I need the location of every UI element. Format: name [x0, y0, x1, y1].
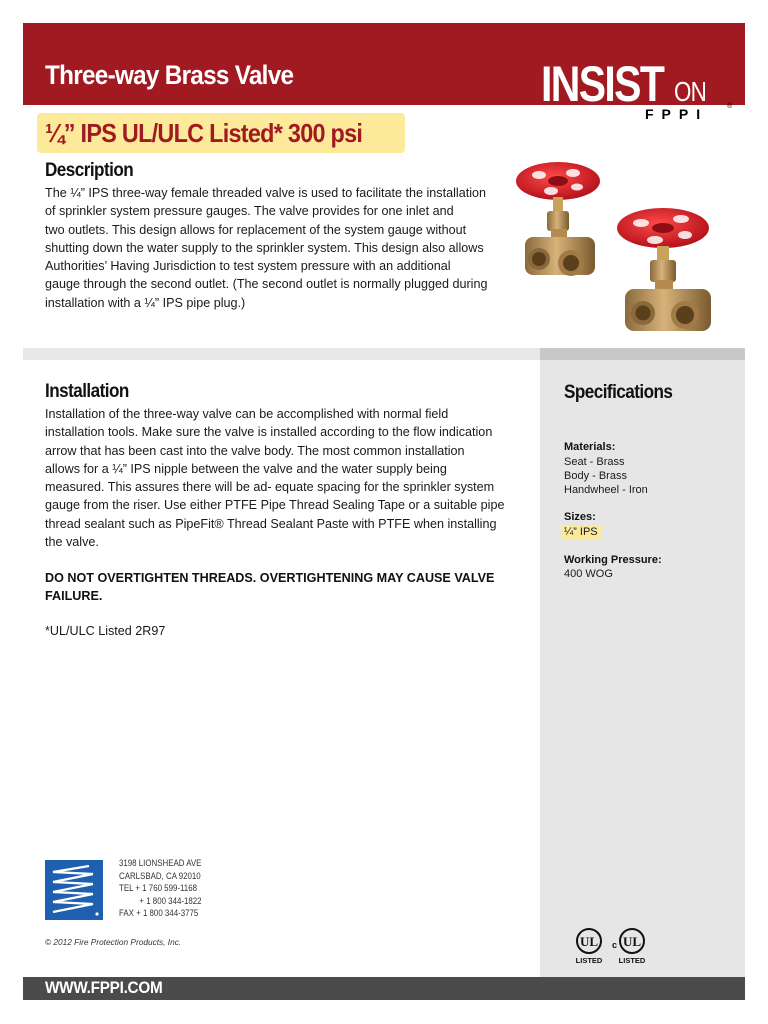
ul-listed-mark — [576, 929, 603, 965]
installation-line: allows for a ¼” IPS nipple between the valve and the water supply being — [45, 461, 447, 476]
ul-mark-text: UL — [579, 934, 599, 949]
installation-line: gauge from the riser. Use either PTFE Pipe Thread Sealing Tape or a suitable pipe — [45, 498, 505, 513]
specifications-heading: Specifications — [564, 382, 673, 403]
cul-listed-mark — [612, 929, 646, 965]
description-line: Authorities’ Having Jurisdiction to test system pressure with an additional — [45, 259, 451, 274]
address-line: TEL + 1 760 599-1168 — [119, 883, 197, 894]
section-divider-band — [23, 348, 540, 360]
description-line: installation with a ¼” IPS pipe plug.) — [45, 295, 246, 310]
address-line: + 1 800 344-1822 — [139, 895, 202, 906]
description-line: of sprinkler system pressure gauges. The valve provides for one inlet and — [45, 204, 454, 219]
material-item: Handwheel - Iron — [564, 484, 648, 496]
material-item: Seat - Brass — [564, 456, 625, 468]
installation-line: measured. This assures there will be ad- equate spacing for the sprinkler system — [45, 480, 495, 495]
warning-line: FAILURE. — [45, 589, 103, 603]
address-line: 3198 LIONSHEAD AVE — [119, 858, 202, 868]
valve-back — [516, 162, 600, 276]
cul-listed-text: LISTED — [618, 956, 646, 965]
installation-line: installation tools. Make sure the valve is installed according to the flow indication — [45, 425, 493, 440]
cul-c-text: c — [612, 940, 618, 950]
materials-label: Materials: — [564, 441, 616, 453]
fppi-spring-logo — [45, 860, 103, 920]
working-pressure-value: 400 WOG — [564, 568, 613, 580]
logo-fppi-text: FPPI — [645, 106, 709, 122]
ul-listed-text: LISTED — [575, 956, 603, 965]
website-link[interactable]: WWW.FPPI.COM — [45, 978, 163, 997]
installation-body — [45, 405, 525, 551]
page-title: Three-way Brass Valve — [45, 60, 294, 90]
subtitle-highlight — [37, 113, 405, 153]
installation-line: Installation of the three-way valve can be accomplished with normal field — [45, 407, 449, 421]
ul-listed-marks — [575, 927, 655, 969]
description-line: two outlets. This design allows for replacement of the system gauge without — [45, 222, 467, 237]
installation-line: thread sealant such as PipeFit® Thread Sealant Paste with PTFE when installing — [45, 516, 497, 531]
description-line: shutting down the water supply to the sprinkler system. This design also allows — [45, 240, 484, 255]
sizes-value-wrap — [561, 525, 601, 539]
product-subtitle: ¼” IPS UL/ULC Listed* 300 psi — [45, 118, 363, 148]
spec-sheet — [23, 23, 745, 1000]
installation-line: arrow that has been cast into the valve body. The most common installation — [45, 443, 465, 458]
sizes-value: ¼” IPS — [561, 525, 601, 539]
description-heading: Description — [45, 160, 134, 181]
footer-band — [23, 977, 745, 1000]
description-line: The ¼” IPS three-way female threaded valve is used to facilitate the installation — [45, 186, 487, 200]
company-address — [119, 857, 202, 920]
logo-on-text: ON — [674, 76, 706, 107]
spec-divider-band — [540, 348, 745, 360]
copyright-notice: © 2012 Fire Protection Products, Inc. — [45, 937, 182, 947]
logo-registered-mark: ® — [727, 103, 733, 110]
materials-list — [564, 455, 648, 497]
logo-insist-text: INSIST — [541, 56, 664, 112]
overtighten-warning — [45, 569, 525, 605]
sizes-label: Sizes: — [564, 511, 596, 523]
specifications-panel — [540, 360, 745, 977]
address-line: FAX + 1 800 344-3775 — [119, 908, 199, 919]
cul-mark-text: UL — [622, 934, 642, 949]
valve-front — [617, 208, 711, 331]
address-line: CARLSBAD, CA 92010 — [119, 870, 201, 881]
insist-on-fppi-logo — [541, 56, 741, 124]
valve-product-image — [513, 153, 743, 338]
installation-heading: Installation — [45, 381, 129, 402]
installation-line: the valve. — [45, 535, 99, 550]
description-body — [45, 184, 515, 312]
listing-footnote: *UL/ULC Listed 2R97 — [45, 624, 166, 638]
warning-line: DO NOT OVERTIGHTEN THREADS. OVERTIGHTENING MAY CAUSE VALVE — [45, 571, 495, 585]
header-band — [23, 23, 745, 122]
working-pressure-label: Working Pressure: — [564, 554, 662, 566]
description-line: gauge through the second outlet. (The second outlet is normally plugged during — [45, 277, 488, 292]
material-item: Body - Brass — [564, 470, 627, 482]
